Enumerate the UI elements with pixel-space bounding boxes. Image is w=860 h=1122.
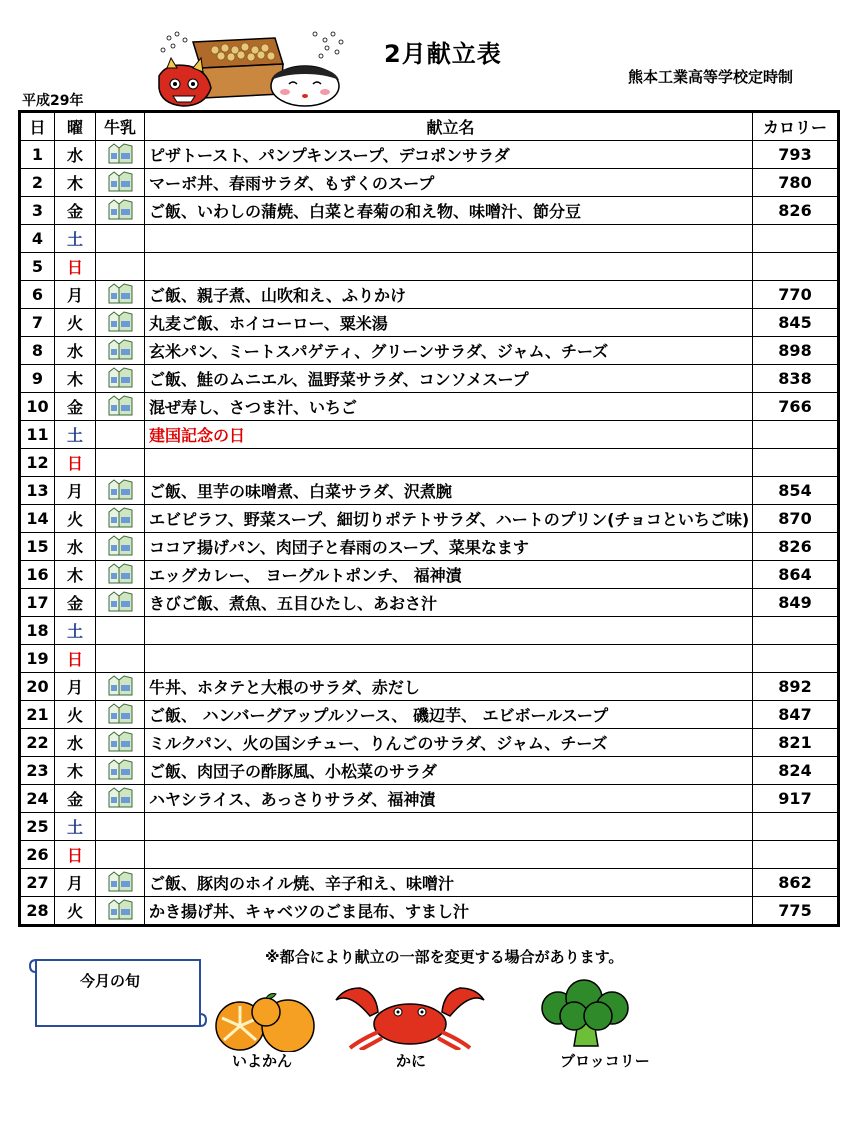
table-row (20, 393, 839, 421)
row-weekday: 土 (55, 813, 96, 841)
milk-carton-icon (106, 590, 134, 616)
row-calories: 793 (753, 141, 839, 169)
milk-carton-icon (106, 282, 134, 308)
row-menu (145, 617, 753, 645)
milk-carton-icon (106, 730, 134, 756)
setsubun-illustration (155, 28, 355, 108)
row-menu: エッグカレー、 ヨーグルトポンチ、 福神漬 (145, 561, 753, 589)
row-calories: 780 (753, 169, 839, 197)
row-milk (96, 393, 145, 421)
row-weekday: 日 (55, 449, 96, 477)
row-milk (96, 477, 145, 505)
row-menu (145, 449, 753, 477)
row-day: 19 (20, 645, 55, 673)
table-row (20, 225, 839, 253)
table-row (20, 617, 839, 645)
row-calories (753, 253, 839, 281)
table-row (20, 309, 839, 337)
food-label-crab: かに (396, 1052, 427, 1070)
row-milk (96, 365, 145, 393)
table-row (20, 449, 839, 477)
milk-carton-icon (106, 366, 134, 392)
row-weekday: 水 (55, 729, 96, 757)
food-label-broccoli: ブロッコリー (560, 1052, 650, 1070)
table-row (20, 197, 839, 225)
row-weekday: 火 (55, 897, 96, 926)
row-menu (145, 645, 753, 673)
table-row (20, 897, 839, 926)
row-weekday: 金 (55, 589, 96, 617)
row-menu: 玄米パン、ミートスパゲティ、グリーンサラダ、ジャム、チーズ (145, 337, 753, 365)
milk-carton-icon (106, 310, 134, 336)
row-day: 2 (20, 169, 55, 197)
row-day: 12 (20, 449, 55, 477)
change-notice: ※都合により献立の一部を変更する場合があります。 (265, 948, 624, 966)
milk-carton-icon (106, 142, 134, 168)
row-weekday: 水 (55, 337, 96, 365)
row-day: 1 (20, 141, 55, 169)
milk-carton-icon (106, 170, 134, 196)
row-menu: ミルクパン、火の国シチュー、りんごのサラダ、ジャム、チーズ (145, 729, 753, 757)
row-menu: 丸麦ご飯、ホイコーロー、粟米湯 (145, 309, 753, 337)
milk-carton-icon (106, 870, 134, 896)
row-calories: 917 (753, 785, 839, 813)
row-day: 17 (20, 589, 55, 617)
row-calories: 826 (753, 197, 839, 225)
row-menu (145, 225, 753, 253)
row-calories (753, 841, 839, 869)
milk-carton-icon (106, 198, 134, 224)
milk-carton-icon (106, 898, 134, 924)
row-calories: 870 (753, 505, 839, 533)
seasonal-label: 今月の旬 (80, 972, 141, 990)
row-milk (96, 701, 145, 729)
row-weekday: 火 (55, 309, 96, 337)
row-day: 27 (20, 869, 55, 897)
row-milk (96, 169, 145, 197)
row-milk (96, 617, 145, 645)
table-row (20, 253, 839, 281)
row-milk (96, 897, 145, 926)
milk-carton-icon (106, 562, 134, 588)
row-day: 20 (20, 673, 55, 701)
row-milk (96, 589, 145, 617)
row-calories: 854 (753, 477, 839, 505)
milk-carton-icon (106, 758, 134, 784)
row-day: 13 (20, 477, 55, 505)
header-day: 日 (20, 112, 55, 141)
row-weekday: 木 (55, 757, 96, 785)
row-weekday: 土 (55, 225, 96, 253)
table-row (20, 869, 839, 897)
milk-carton-icon (106, 674, 134, 700)
row-calories: 775 (753, 897, 839, 926)
table-row (20, 477, 839, 505)
row-day: 8 (20, 337, 55, 365)
row-menu: ご飯、鮭のムニエル、温野菜サラダ、コンソメスープ (145, 365, 753, 393)
row-calories: 845 (753, 309, 839, 337)
row-calories (753, 449, 839, 477)
table-row (20, 589, 839, 617)
row-menu: ご飯、親子煮、山吹和え、ふりかけ (145, 281, 753, 309)
row-menu: マーボ丼、春雨サラダ、もずくのスープ (145, 169, 753, 197)
row-menu: きびご飯、煮魚、五目ひたし、あおさ汁 (145, 589, 753, 617)
row-weekday: 日 (55, 253, 96, 281)
row-day: 18 (20, 617, 55, 645)
table-row (20, 673, 839, 701)
table-header-row (20, 112, 839, 141)
row-weekday: 月 (55, 281, 96, 309)
row-milk (96, 337, 145, 365)
row-calories: 898 (753, 337, 839, 365)
table-row (20, 281, 839, 309)
row-menu: 牛丼、ホタテと大根のサラダ、赤だし (145, 673, 753, 701)
table-row (20, 701, 839, 729)
row-weekday: 木 (55, 561, 96, 589)
row-milk (96, 197, 145, 225)
row-menu: ご飯、肉団子の酢豚風、小松菜のサラダ (145, 757, 753, 785)
holiday-name: 建国記念の日 (145, 421, 753, 449)
menu-table-body (20, 141, 839, 926)
row-calories: 826 (753, 533, 839, 561)
row-weekday: 水 (55, 141, 96, 169)
row-calories (753, 813, 839, 841)
row-milk (96, 449, 145, 477)
table-row (20, 421, 839, 449)
row-menu: ピザトースト、パンプキンスープ、デコポンサラダ (145, 141, 753, 169)
row-day: 24 (20, 785, 55, 813)
row-menu (145, 813, 753, 841)
row-menu: ハヤシライス、あっさりサラダ、福神漬 (145, 785, 753, 813)
row-weekday: 土 (55, 421, 96, 449)
table-row (20, 505, 839, 533)
table-row (20, 645, 839, 673)
table-row (20, 561, 839, 589)
row-day: 26 (20, 841, 55, 869)
row-weekday: 火 (55, 505, 96, 533)
row-calories (753, 617, 839, 645)
row-weekday: 日 (55, 645, 96, 673)
row-milk (96, 281, 145, 309)
table-row (20, 841, 839, 869)
row-weekday: 月 (55, 869, 96, 897)
page-title: 2月献立表 (384, 40, 502, 68)
row-milk (96, 673, 145, 701)
row-weekday: 水 (55, 533, 96, 561)
table-row (20, 141, 839, 169)
row-day: 25 (20, 813, 55, 841)
table-row (20, 813, 839, 841)
row-day: 11 (20, 421, 55, 449)
row-day: 7 (20, 309, 55, 337)
food-label-iyokan: いよかん (232, 1052, 293, 1070)
row-calories: 864 (753, 561, 839, 589)
row-menu: ココア揚げパン、肉団子と春雨のスープ、菜果なます (145, 533, 753, 561)
row-milk (96, 309, 145, 337)
row-milk (96, 253, 145, 281)
row-milk (96, 729, 145, 757)
row-menu: 混ぜ寿し、さつま汁、いちご (145, 393, 753, 421)
milk-carton-icon (106, 534, 134, 560)
milk-carton-icon (106, 506, 134, 532)
row-calories: 838 (753, 365, 839, 393)
table-row (20, 169, 839, 197)
row-calories: 770 (753, 281, 839, 309)
milk-carton-icon (106, 338, 134, 364)
milk-carton-icon (106, 786, 134, 812)
milk-carton-icon (106, 394, 134, 420)
row-menu: ご飯、いわしの蒲焼、白菜と春菊の和え物、味噌汁、節分豆 (145, 197, 753, 225)
table-row (20, 533, 839, 561)
header-menu: 献立名 (145, 112, 753, 141)
milk-carton-icon (106, 478, 134, 504)
row-weekday: 月 (55, 673, 96, 701)
row-day: 5 (20, 253, 55, 281)
row-calories: 849 (753, 589, 839, 617)
table-row (20, 337, 839, 365)
row-day: 3 (20, 197, 55, 225)
row-weekday: 土 (55, 617, 96, 645)
row-calories: 821 (753, 729, 839, 757)
row-day: 4 (20, 225, 55, 253)
era-year: 平成29年 (22, 93, 84, 109)
scroll-frame-icon (28, 954, 208, 1032)
header-milk: 牛乳 (96, 112, 145, 141)
row-calories (753, 645, 839, 673)
row-menu: ご飯、 ハンバーグアップルソース、 磯辺芋、 エビボールスープ (145, 701, 753, 729)
milk-carton-icon (106, 702, 134, 728)
broccoli-icon (534, 978, 638, 1048)
row-milk (96, 225, 145, 253)
row-day: 23 (20, 757, 55, 785)
menu-table (18, 110, 840, 927)
row-calories: 847 (753, 701, 839, 729)
row-day: 14 (20, 505, 55, 533)
row-menu: エビピラフ、野菜スープ、細切りポテトサラダ、ハートのプリン(チョコといちご味) (145, 505, 753, 533)
row-day: 9 (20, 365, 55, 393)
row-milk (96, 421, 145, 449)
header-calories: カロリー (753, 112, 839, 141)
row-milk (96, 841, 145, 869)
table-row (20, 785, 839, 813)
row-day: 10 (20, 393, 55, 421)
row-day: 21 (20, 701, 55, 729)
row-calories: 824 (753, 757, 839, 785)
row-menu (145, 253, 753, 281)
row-weekday: 日 (55, 841, 96, 869)
crab-icon (330, 982, 490, 1050)
row-weekday: 火 (55, 701, 96, 729)
row-milk (96, 505, 145, 533)
row-menu (145, 841, 753, 869)
row-weekday: 金 (55, 785, 96, 813)
row-milk (96, 645, 145, 673)
row-weekday: 月 (55, 477, 96, 505)
row-milk (96, 561, 145, 589)
row-weekday: 木 (55, 365, 96, 393)
row-day: 6 (20, 281, 55, 309)
row-day: 16 (20, 561, 55, 589)
row-calories (753, 421, 839, 449)
row-day: 15 (20, 533, 55, 561)
row-day: 28 (20, 897, 55, 926)
row-menu: ご飯、豚肉のホイル焼、辛子和え、味噌汁 (145, 869, 753, 897)
row-menu: ご飯、里芋の味噌煮、白菜サラダ、沢煮腕 (145, 477, 753, 505)
row-day: 22 (20, 729, 55, 757)
table-row (20, 729, 839, 757)
row-milk (96, 785, 145, 813)
row-calories: 892 (753, 673, 839, 701)
row-milk (96, 757, 145, 785)
row-milk (96, 869, 145, 897)
row-weekday: 金 (55, 197, 96, 225)
table-row (20, 757, 839, 785)
row-calories: 862 (753, 869, 839, 897)
table-row (20, 365, 839, 393)
row-calories (753, 225, 839, 253)
row-calories: 766 (753, 393, 839, 421)
row-weekday: 金 (55, 393, 96, 421)
iyokan-orange-icon (210, 990, 320, 1052)
row-milk (96, 533, 145, 561)
row-milk (96, 813, 145, 841)
row-weekday: 木 (55, 169, 96, 197)
row-milk (96, 141, 145, 169)
header-weekday: 曜 (55, 112, 96, 141)
row-menu: かき揚げ丼、キャベツのごま昆布、すまし汁 (145, 897, 753, 926)
school-name: 熊本工業高等学校定時制 (628, 68, 794, 86)
